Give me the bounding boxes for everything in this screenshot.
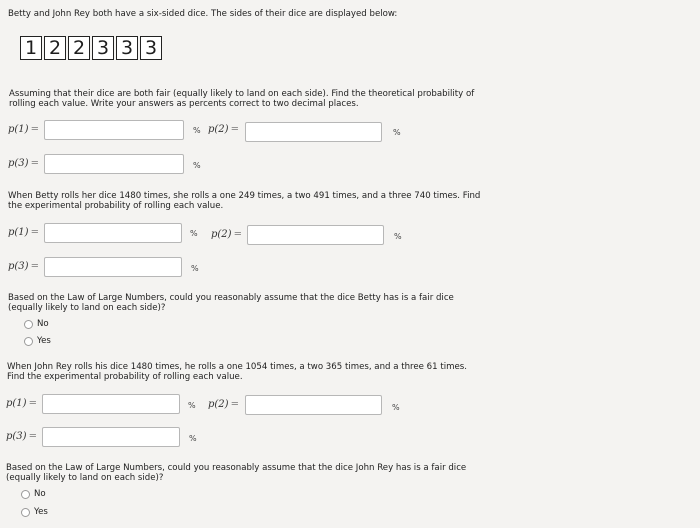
dice-faces: [20, 36, 164, 60]
john-p1-input[interactable]: [42, 394, 180, 414]
q3-text-line2: (equally likely to land on each side)?: [8, 303, 166, 313]
q5-text-line2: (equally likely to land on each side)?: [6, 473, 164, 483]
betty-p2-label: p(2) =: [211, 229, 242, 240]
john-p1-label: p(1) =: [6, 398, 37, 409]
john-yes-option[interactable]: [21, 507, 48, 517]
option-label: Yes: [37, 336, 51, 346]
die-face-5: 3: [116, 36, 138, 60]
die-face-6: 3: [140, 36, 162, 60]
john-p3-label: p(3) =: [6, 431, 37, 442]
john-p3-input[interactable]: [42, 427, 180, 447]
john-p2-input[interactable]: [245, 395, 382, 415]
radio-button[interactable]: [21, 490, 30, 499]
theoretical-p2-input[interactable]: [245, 122, 382, 142]
q1-text-line1: Assuming that their dice are both fair (equally likely to land on each side). Find the theoretical probability of: [9, 89, 475, 99]
intro-text: Betty and John Rey both have a six-sided dice. The sides of their dice are displayed below:: [8, 9, 398, 19]
percent-sign: %: [394, 232, 402, 241]
percent-sign: %: [393, 128, 401, 137]
betty-p2-input[interactable]: [247, 225, 384, 245]
betty-no-option[interactable]: [24, 319, 49, 329]
betty-p1-input[interactable]: [44, 223, 182, 243]
q4-text-line2: Find the experimental probability of rolling each value.: [7, 372, 243, 382]
q2-text-line1: When Betty rolls her dice 1480 times, she rolls a one 249 times, a two 491 times, and a three 740 times. Find: [8, 191, 481, 201]
die-face-4: 3: [92, 36, 114, 60]
q1-text-line2: rolling each value. Write your answers as percents correct to two decimal places.: [9, 99, 359, 109]
q5-text-line1: Based on the Law of Large Numbers, could you reasonably assume that the dice John Rey has is a fair dice: [6, 463, 467, 473]
theoretical-p3-input[interactable]: [44, 154, 184, 174]
percent-sign: %: [191, 264, 199, 273]
betty-p3-label: p(3) =: [8, 261, 39, 272]
theoretical-p3-label: p(3) =: [8, 158, 39, 169]
percent-sign: %: [190, 229, 198, 238]
betty-yes-option[interactable]: [24, 336, 51, 346]
theoretical-p1-input[interactable]: [44, 120, 184, 140]
percent-sign: %: [392, 403, 400, 412]
option-label: No: [37, 319, 49, 329]
radio-button[interactable]: [24, 337, 33, 346]
theoretical-p2-label: p(2) =: [208, 124, 239, 135]
die-face-1: 1: [20, 36, 42, 60]
betty-p1-label: p(1) =: [8, 227, 39, 238]
percent-sign: %: [189, 434, 197, 443]
option-label: Yes: [34, 507, 48, 517]
percent-sign: %: [193, 161, 201, 170]
option-label: No: [34, 489, 46, 499]
radio-button[interactable]: [24, 320, 33, 329]
john-no-option[interactable]: [21, 489, 46, 499]
betty-p3-input[interactable]: [44, 257, 182, 277]
john-p2-label: p(2) =: [208, 399, 239, 410]
percent-sign: %: [193, 126, 201, 135]
percent-sign: %: [188, 401, 196, 410]
q4-text-line1: When John Rey rolls his dice 1480 times, he rolls a one 1054 times, a two 365 times, and a three 61 times.: [7, 362, 467, 372]
q2-text-line2: the experimental probability of rolling each value.: [8, 201, 224, 211]
radio-button[interactable]: [21, 508, 30, 517]
theoretical-p1-label: p(1) =: [8, 124, 39, 135]
q3-text-line1: Based on the Law of Large Numbers, could you reasonably assume that the dice Betty has is a fair dice: [8, 293, 454, 303]
die-face-3: 2: [68, 36, 90, 60]
die-face-2: 2: [44, 36, 66, 60]
